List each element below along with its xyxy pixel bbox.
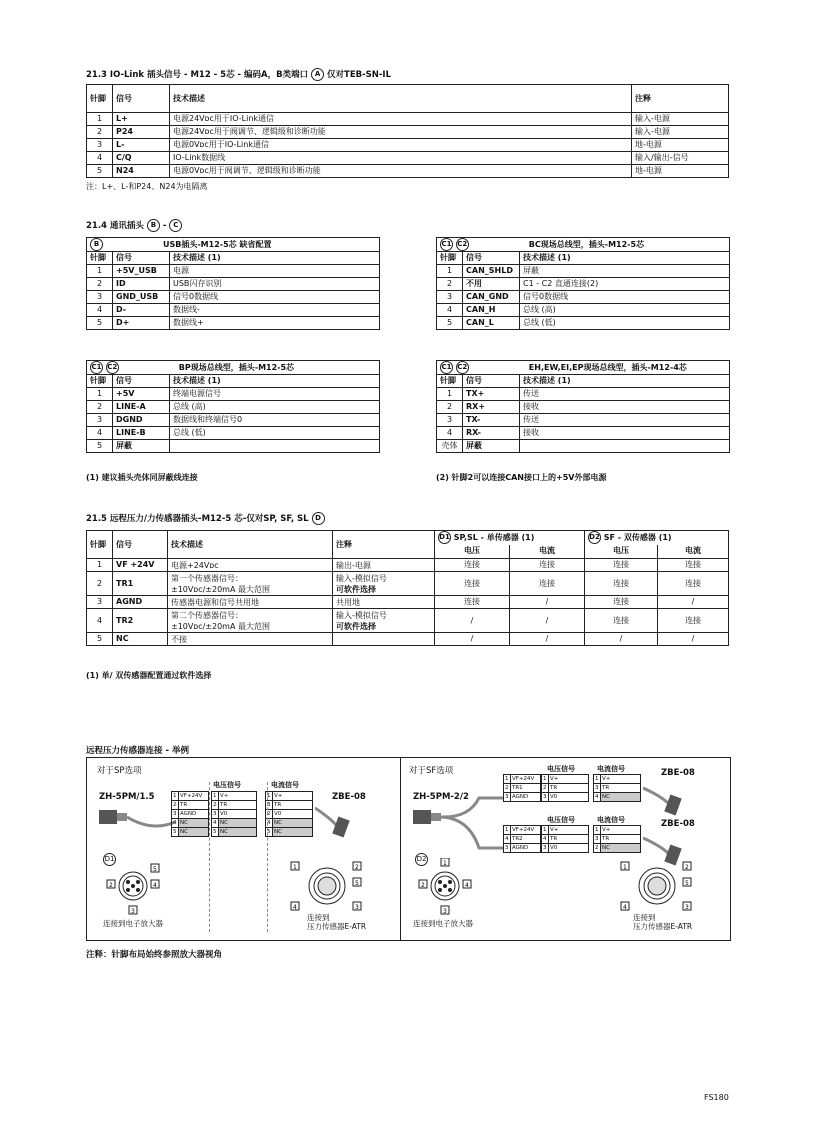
sf-volt-label-2: 电压信号	[547, 816, 575, 824]
bc-table: C1 C2 BC现场总线型，插头-M12-5芯 针脚 信号 技术描述 (1) 1 CAN_SHLD 屏蔽 2 不用 C1 - C2 直通连接(2) 3 CAN_GND 信号0数据线 4 CAN_H 总线 (高) 5 CAN_L 总线 (低)	[436, 237, 730, 330]
sf-volt-label: 电压信号	[547, 765, 575, 773]
pin-row: 2 TR	[172, 801, 209, 810]
svg-text:5: 5	[355, 880, 359, 887]
table-row: 2 RX+ 接收	[437, 401, 730, 414]
amp-plug-icon-right	[413, 858, 473, 918]
pin-row: 2 TR1	[504, 784, 541, 793]
table-title-row: B USB插头-M12-5芯 缺省配置	[87, 238, 380, 252]
section-21-4-title: 21.4 通讯插头 B - C	[86, 219, 182, 232]
eh-table: C1 C2 EH,EW,EI,EP现场总线型，插头-M12-4芯 针脚 信号 技术描述 (1) 1 TX+ 传送 2 RX+ 接收 3 TX- 传送 4 RX- 接收 壳体 屏蔽	[436, 360, 730, 453]
pin-row: 1 VF+24V	[504, 826, 541, 835]
sp-zbe-icon	[315, 798, 355, 843]
pin-row: 3 TR	[266, 801, 313, 810]
pin-row: 3 TR	[594, 784, 641, 793]
sf-table-a2	[541, 774, 589, 802]
table-row: 2 P24 电源24Vᴅᴄ用于阀调节、逻辑级和诊断功能 输入-电源	[87, 126, 729, 139]
svg-text:4: 4	[293, 904, 297, 911]
sf-option-label: 对于SF选项	[409, 766, 454, 776]
section-21-3-title: 21.3 IO-Link 插头信号 - M12 - 5芯 - 编码A，B类端口 A 仅对TEB-SN-IL	[86, 70, 392, 80]
svg-text:4: 4	[153, 882, 157, 889]
pin-row: 2 TR	[212, 801, 257, 810]
pin-row: 4 NC	[212, 819, 257, 828]
bp-table: C1 C2 BP现场总线型，插头-M12-5芯 针脚 信号 技术描述 (1) 1 +5V 终端电源信号 2 LINE-A 总线 (高) 3 DGND 数据线和终端信号0 4 LINE-B 总线 (低) 5 屏蔽	[86, 360, 380, 453]
sf-table-b3	[593, 825, 641, 853]
sp-curr-label: 电流信号	[271, 781, 299, 789]
pin-row: 3 AGND	[504, 793, 541, 802]
d2-badge: D2	[415, 853, 428, 866]
sensor-plug-icon-right	[617, 858, 697, 918]
table-row: 4 C/Q IO-Link数据线 输入/输出-信号	[87, 152, 729, 165]
pin-row: 5 NC	[212, 828, 257, 837]
example-title: 远程压力传感器连接 - 举例	[86, 746, 189, 756]
example-box	[86, 757, 731, 941]
table-row: 2 不用 C1 - C2 直通连接(2)	[437, 278, 730, 291]
table-row: 5 屏蔽	[87, 440, 380, 453]
sp-volt-label: 电压信号	[213, 781, 241, 789]
sf-sensor-label: 连接到 压力传感器E-ATR	[633, 913, 693, 931]
pin-row: 5 NC	[266, 828, 313, 837]
table-row: 3 TX- 传送	[437, 414, 730, 427]
sp-zbe-label: ZBE-08	[332, 792, 366, 802]
table-row: 1 VF +24V 电源+24Vᴅᴄ 输出-电源 连接 连接 连接 连接	[87, 559, 729, 572]
pin-row: 3 AGND	[172, 810, 209, 819]
comm-note-1: (1) 建议插头壳体同屏蔽线连接	[86, 473, 198, 482]
sf-table-b1	[503, 825, 541, 853]
svg-text:1: 1	[293, 864, 297, 871]
table-row: 壳体 屏蔽	[437, 440, 730, 453]
pin-row: 2 V0	[266, 810, 313, 819]
table-row: 2 ID USB闪存识别	[87, 278, 380, 291]
pin-row: 4 NC	[172, 819, 209, 828]
comm-note-2: (2) 针脚2可以连接CAN接口上的+5V外部电源	[436, 473, 607, 482]
svg-text:1: 1	[623, 864, 627, 871]
pin-row: 3 TR	[594, 835, 641, 844]
table-row: 1 TX+ 传送	[437, 388, 730, 401]
pin-row: 4 TR	[542, 835, 589, 844]
pin-row: 1 V+	[266, 792, 313, 801]
sf-zbe-label-1: ZBE-08	[661, 768, 695, 778]
sensor-plug-icon-left	[287, 858, 367, 918]
svg-text:2: 2	[685, 864, 689, 871]
table-row: 4 LINE-B 总线 (低)	[87, 427, 380, 440]
iolink-note: 注：L+、L-和P24、N24为电隔离	[86, 182, 208, 191]
sp-cable-name: ZH-5PM/1.5	[99, 792, 155, 802]
svg-text:2: 2	[355, 864, 359, 871]
example-note: 注释：针脚布局始终参照放大器视角	[86, 950, 223, 960]
sp-amp-label: 连接到电子放大器	[103, 919, 163, 928]
table-row: 3 CAN_GND 信号0数据线	[437, 291, 730, 304]
section-21-5-title: 21.5 远程压力/力传感器插头-M12-5 芯-仅对SP, SF, SL D	[86, 512, 325, 525]
pin-row: 1 VF+24V	[172, 792, 209, 801]
table-row: 1 +5V_USB 电源	[87, 265, 380, 278]
sensor-table: 针脚 信号 技术描述 注释 D1 SP,SL - 单传感器 (1) D2 SF - 双传感器 (1) 电压 电流 电压 电流 1 VF +24V 电源+24Vᴅᴄ 输出-电源 连接 连接 连接 连接 2 TR1 第一个传感器信号： ±10Vᴅᴄ/±20mA 最大范围 输入-模拟信号 可软件选择 连接 连接 连接 连接 3 AGND 传感器电源和信号共用地 共用地 连接 / 连接 / 4 TR2 第二个传感器信号： ±10Vᴅᴄ/±20mA 最大范围 输入-模拟信号 可软件选择 / / 连接 连接 5 NC 不接 / / / /	[86, 530, 729, 646]
table-row: 2 LINE-A 总线 (高)	[87, 401, 380, 414]
sensor-note: (1) 单/ 双传感器配置通过软件选择	[86, 671, 212, 680]
table-row: 3 AGND 传感器电源和信号共用地 共用地 连接 / 连接 /	[87, 596, 729, 609]
pin-row: 5 NC	[172, 828, 209, 837]
table-row: 4 D- 数据线-	[87, 304, 380, 317]
d1-badge: D1	[103, 853, 116, 866]
pin-row: 1 V+	[542, 826, 589, 835]
svg-text:2: 2	[421, 882, 425, 889]
svg-text:3: 3	[355, 904, 359, 911]
svg-text:2: 2	[109, 882, 113, 889]
badge-a: A	[311, 68, 324, 81]
sp-table-2	[211, 791, 257, 837]
table-row: 3 L- 电源0Vᴅᴄ用于IO-Link通信 地-电源	[87, 139, 729, 152]
usb-table: B USB插头-M12-5芯 缺省配置 针脚 信号 技术描述 (1) 1 +5V_USB 电源 2 ID USB闪存识别 3 GND_USB 信号0数据线 4 D- 数据线- 5 D+ 数据线+	[86, 237, 380, 330]
svg-text:4: 4	[465, 882, 469, 889]
pin-row: 4 NC	[266, 819, 313, 828]
pin-row: 1 V+	[542, 775, 589, 784]
pin-row: 2 TR	[542, 784, 589, 793]
table-row: 1 +5V 终端电源信号	[87, 388, 380, 401]
svg-text:5: 5	[685, 880, 689, 887]
sf-table-a3	[593, 774, 641, 802]
sp-connector-icon	[97, 802, 177, 832]
pin-row: 4 TR2	[504, 835, 541, 844]
sf-zbe-icons	[643, 778, 693, 868]
sf-table-b2	[541, 825, 589, 853]
svg-text:3: 3	[685, 904, 689, 911]
svg-text:5: 5	[153, 866, 157, 873]
pin-row: 2 NC	[594, 844, 641, 853]
iolink-table: 针脚 信号 技术描述 注释 1 L+ 电源24Vᴅᴄ用于IO-Link通信 输入-电源 2 P24 电源24Vᴅᴄ用于阀调节、逻辑级和诊断功能 输入-电源 3 L- 电源0Vᴅᴄ用于IO-Link通信 地-电源 4 C/Q IO-Link数据线 输入/输出-信号 5 N24 电源0Vᴅᴄ用于阀调节、逻辑级和诊断功能 地-电源	[86, 84, 729, 178]
pin-row: 3 AGND	[504, 844, 541, 853]
svg-text:1: 1	[443, 860, 447, 867]
table-row: 1 CAN_SHLD 屏蔽	[437, 265, 730, 278]
table-row: 5 N24 电源0Vᴅᴄ用于阀调节、逻辑级和诊断功能 地-电源	[87, 165, 729, 178]
table-title-row: C1 C2 BP现场总线型，插头-M12-5芯	[87, 361, 380, 375]
amp-plug-icon-left	[101, 858, 161, 918]
pin-row: 1 V+	[212, 792, 257, 801]
sp-table-3	[265, 791, 313, 837]
table-title-row: C1 C2 EH,EW,EI,EP现场总线型，插头-M12-4芯	[437, 361, 730, 375]
sf-curr-label: 电流信号	[597, 765, 625, 773]
table-row: 3 DGND 数据线和终端信号0	[87, 414, 380, 427]
page-number: FS180	[704, 1093, 729, 1102]
sp-option-label: 对于SP选项	[97, 766, 142, 776]
table-row: 2 TR1 第一个传感器信号： ±10Vᴅᴄ/±20mA 最大范围 输入-模拟信号 可软件选择 连接 连接 连接 连接	[87, 572, 729, 596]
pin-row: 1 V+	[594, 826, 641, 835]
table-row: 5 D+ 数据线+	[87, 317, 380, 330]
sf-amp-label: 连接到电子放大器	[413, 919, 473, 928]
sp-sensor-label: 连接到 压力传感器E-ATR	[307, 913, 367, 931]
pin-row: 3 V0	[542, 844, 589, 853]
pin-row: 1 VF+24V	[504, 775, 541, 784]
table-row: 4 TR2 第二个传感器信号： ±10Vᴅᴄ/±20mA 最大范围 输入-模拟信号 可软件选择 / / 连接 连接	[87, 609, 729, 633]
table-title-row: C1 C2 BC现场总线型，插头-M12-5芯	[437, 238, 730, 252]
table-row: 4 CAN_H 总线 (高)	[437, 304, 730, 317]
svg-text:3: 3	[131, 908, 135, 915]
sf-table-a1	[503, 774, 541, 802]
svg-text:3: 3	[443, 908, 447, 915]
table-row: 4 RX- 接收	[437, 427, 730, 440]
table-row: 5 NC 不接 / / / /	[87, 633, 729, 646]
sf-curr-label-2: 电流信号	[597, 816, 625, 824]
table-row: 1 L+ 电源24Vᴅᴄ用于IO-Link通信 输入-电源	[87, 113, 729, 126]
table-row: 5 CAN_L 总线 (低)	[437, 317, 730, 330]
pin-row: 3 V0	[212, 810, 257, 819]
sp-table-1	[171, 791, 209, 837]
sf-zbe-label-2: ZBE-08	[661, 819, 695, 829]
svg-text:4: 4	[623, 904, 627, 911]
pin-row: 3 V0	[542, 793, 589, 802]
sf-connector-icon	[409, 778, 509, 858]
table-row: 3 GND_USB 信号0数据线	[87, 291, 380, 304]
pin-row: 1 V+	[594, 775, 641, 784]
sf-cable-name: ZH-5PM-2/2	[413, 792, 469, 802]
pin-row: 4 NC	[594, 793, 641, 802]
